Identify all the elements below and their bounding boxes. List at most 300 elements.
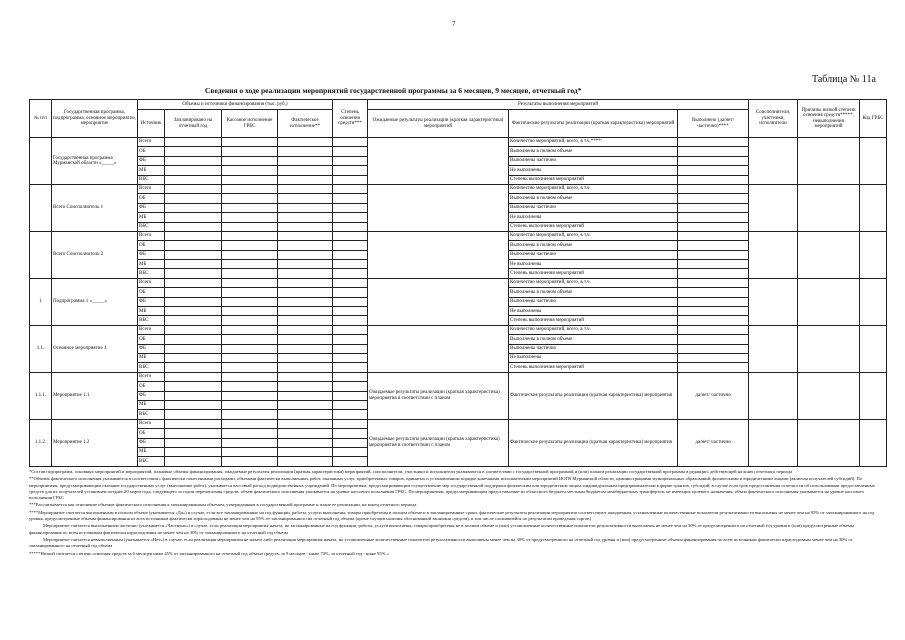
table-cell — [278, 203, 333, 212]
done-cell — [678, 335, 749, 344]
grbs-cell — [860, 419, 887, 466]
done-cell — [678, 353, 749, 362]
table-cell — [165, 429, 222, 438]
table-cell — [222, 410, 278, 419]
header-planned: Запланировано на отчетный год — [165, 110, 222, 138]
result-line: Выполнены частично — [509, 156, 678, 165]
table-cell — [165, 203, 222, 212]
table-row — [30, 372, 887, 381]
table-cell — [222, 363, 278, 372]
table-cell — [278, 184, 333, 193]
table-cell — [222, 260, 278, 269]
source-cell: ОБ — [138, 382, 165, 391]
result-line: Количество мероприятий, всего, в т.ч. — [509, 325, 678, 334]
source-cell: ФБ — [138, 156, 165, 165]
done-cell — [678, 288, 749, 297]
table-cell — [165, 325, 222, 334]
table-cell — [333, 203, 368, 212]
source-cell: ОБ — [138, 335, 165, 344]
source-cell: МБ — [138, 213, 165, 222]
table-cell — [222, 353, 278, 362]
reasons-cell — [798, 278, 860, 325]
table-cell — [165, 175, 222, 184]
table-cell — [222, 147, 278, 156]
source-cell: ФБ — [138, 438, 165, 447]
table-cell — [278, 363, 333, 372]
row-number: 1.1.1. — [30, 372, 52, 419]
table-cell — [222, 419, 278, 428]
table-cell — [333, 400, 368, 409]
table-cell — [333, 297, 368, 306]
done-cell — [678, 175, 749, 184]
table-cell — [333, 429, 368, 438]
result-line: Не выполнены — [509, 166, 678, 175]
header-cash: Кассовое исполнение ГРБС — [222, 110, 278, 138]
header-results: Результаты выполнения мероприятий — [368, 100, 749, 110]
table-cell — [165, 391, 222, 400]
table-cell — [165, 288, 222, 297]
table-cell — [165, 410, 222, 419]
table-cell — [333, 335, 368, 344]
done-cell — [678, 344, 749, 353]
table-cell — [165, 138, 222, 147]
table-cell — [333, 419, 368, 428]
program-name: Государственная программа Мурманской области «_____» — [52, 138, 138, 185]
table-cell — [222, 203, 278, 212]
header-coexec: Соисполнители, участники, исполнители — [749, 100, 798, 138]
table-cell — [333, 457, 368, 466]
table-cell — [278, 260, 333, 269]
table-cell — [222, 175, 278, 184]
table-cell — [165, 278, 222, 287]
table-cell — [278, 400, 333, 409]
table-cell — [222, 457, 278, 466]
table-cell — [278, 222, 333, 231]
done-cell — [678, 222, 749, 231]
table-cell — [165, 250, 222, 259]
table-cell — [278, 457, 333, 466]
table-cell — [222, 222, 278, 231]
source-cell: Всего — [138, 419, 165, 428]
table-cell — [278, 138, 333, 147]
table-cell — [333, 344, 368, 353]
source-cell: ОБ — [138, 288, 165, 297]
table-row — [30, 231, 887, 240]
table-cell — [165, 241, 222, 250]
reasons-cell — [798, 419, 860, 466]
header-program: Государственная программа, подпрограмма, основное мероприятие, мероприятие — [52, 100, 138, 138]
table-cell — [278, 194, 333, 203]
grbs-cell — [860, 278, 887, 325]
table-cell — [333, 316, 368, 325]
table-cell — [165, 400, 222, 409]
table-cell — [278, 429, 333, 438]
table-cell — [222, 400, 278, 409]
table-cell — [165, 419, 222, 428]
program-name: Основное мероприятие 1 — [52, 325, 138, 372]
table-cell — [333, 166, 368, 175]
table-row — [30, 278, 887, 287]
source-cell: Всего — [138, 231, 165, 240]
source-cell: ОБ — [138, 429, 165, 438]
done-cell — [678, 325, 749, 334]
source-cell: ФБ — [138, 344, 165, 353]
table-cell — [165, 213, 222, 222]
table-cell — [165, 269, 222, 278]
table-cell — [333, 260, 368, 269]
header-fact-results: Фактические результаты реализации (краткая характеристика) мероприятий — [509, 110, 678, 138]
done-cell — [678, 156, 749, 165]
result-line: Выполнены в полном объеме — [509, 241, 678, 250]
table-cell — [333, 184, 368, 193]
source-cell: ФБ — [138, 297, 165, 306]
table-cell — [222, 269, 278, 278]
coexec-cell — [749, 419, 798, 466]
table-cell — [165, 344, 222, 353]
reasons-cell — [798, 372, 860, 419]
result-line: Выполнены частично — [509, 203, 678, 212]
footnote: ****Мероприятие считается выполненным в полном объеме (указывается «Да») в случае, если все запланированные на год функции, работы, услуги выполнены, товары приобретены в полном объеме и в запланированные сроки, фактические результаты реализации мероприятия соответствуют ожидаемым, установленные количественные показатели результативности выполнены не менее чем на 95% от запланированного на год уровня, предусмотренные объемы финансирования из всех источников фактически израсходованы не менее чем на 95% от запланированного на отчетный год объема (кроме случаев наличия обоснованной экономии средств), в том числе сложившейся по результатам проведения торгов) — [29, 509, 875, 522]
source-cell: ФБ — [138, 250, 165, 259]
done-cell — [678, 203, 749, 212]
coexec-cell — [749, 231, 798, 278]
header-actual: Фактическое исполнение** — [278, 110, 333, 138]
result-line: Количество мероприятий, всего, в т.ч. — [509, 278, 678, 287]
done-cell — [678, 184, 749, 193]
result-line: Степень выполнения мероприятий — [509, 316, 678, 325]
expected-results — [368, 138, 509, 185]
table-cell — [333, 288, 368, 297]
table-cell — [165, 372, 222, 381]
row-number — [30, 138, 52, 185]
table-cell — [333, 138, 368, 147]
result-line: Не выполнены — [509, 307, 678, 316]
done-cell — [678, 250, 749, 259]
table-cell — [222, 325, 278, 334]
done-cell — [678, 269, 749, 278]
table-cell — [333, 241, 368, 250]
row-number: 1.1. — [30, 325, 52, 372]
table-cell — [222, 213, 278, 222]
done-cell — [678, 213, 749, 222]
source-cell: МБ — [138, 260, 165, 269]
done-cell — [678, 147, 749, 156]
table-cell — [333, 194, 368, 203]
table-cell — [278, 147, 333, 156]
table-cell — [333, 231, 368, 240]
table-cell — [278, 438, 333, 447]
source-cell: ФБ — [138, 203, 165, 212]
table-cell — [222, 344, 278, 353]
program-name: Мероприятие 1.1 — [52, 372, 138, 419]
done-cell — [678, 307, 749, 316]
table-cell — [333, 438, 368, 447]
result-line: Не выполнены — [509, 353, 678, 362]
header-source: Источник — [138, 110, 165, 138]
table-cell — [333, 147, 368, 156]
table-row — [30, 325, 887, 334]
table-cell — [278, 391, 333, 400]
table-cell — [278, 325, 333, 334]
grbs-cell — [860, 372, 887, 419]
fact-results: Фактические результаты реализации (краткая характеристика) мероприятия — [509, 372, 678, 419]
result-line: Степень выполнения мероприятий — [509, 175, 678, 184]
result-line: Степень выполнения мероприятий — [509, 363, 678, 372]
reasons-cell — [798, 231, 860, 278]
table-cell — [278, 297, 333, 306]
program-name: Мероприятие 1.2 — [52, 419, 138, 466]
result-line: Выполнены в полном объеме — [509, 194, 678, 203]
table-cell — [333, 353, 368, 362]
table-cell — [222, 316, 278, 325]
done-cell — [678, 278, 749, 287]
table-cell — [222, 166, 278, 175]
grbs-cell — [860, 325, 887, 372]
table-cell — [278, 447, 333, 456]
source-cell: МБ — [138, 307, 165, 316]
done-cell — [678, 231, 749, 240]
table-row — [30, 419, 887, 428]
result-line: Выполнены в полном объеме — [509, 147, 678, 156]
table-cell — [333, 175, 368, 184]
table-cell — [333, 382, 368, 391]
source-cell: ВБС — [138, 316, 165, 325]
result-line: Выполнены частично — [509, 297, 678, 306]
header-reasons: Причины низкой степени освоения средств*****, невыполнения мероприятий — [798, 100, 860, 138]
table-cell — [165, 156, 222, 165]
expected-results — [368, 231, 509, 278]
reasons-cell — [798, 325, 860, 372]
done-cell: да/нет/ частично — [678, 372, 749, 419]
table-cell — [278, 156, 333, 165]
table-row — [30, 184, 887, 193]
reasons-cell — [798, 184, 860, 231]
source-cell: ВБС — [138, 363, 165, 372]
table-cell — [222, 231, 278, 240]
done-cell — [678, 260, 749, 269]
source-cell: МБ — [138, 166, 165, 175]
source-cell: ВБС — [138, 269, 165, 278]
table-cell — [278, 250, 333, 259]
table-cell — [278, 353, 333, 362]
row-number: 1.1.2. — [30, 419, 52, 466]
coexec-cell — [749, 372, 798, 419]
table-cell — [222, 382, 278, 391]
table-cell — [278, 231, 333, 240]
source-cell: ВБС — [138, 222, 165, 231]
header-grbs: Код ГРБС — [860, 100, 887, 138]
expected-results — [368, 184, 509, 231]
table-cell — [165, 194, 222, 203]
table-cell — [165, 447, 222, 456]
table-cell — [333, 269, 368, 278]
table-cell — [278, 372, 333, 381]
footnote: *Состав подпрограмм, основных мероприятий и мероприятий, плановые объемы финансирования, ожидаемые результаты реализации (краткая характеристика) мероприятий, соисполнители, участники и исполнители указываются в соответствии с государственной программой и (или) планом реализации государственной программы в редакции, действующей на конец отчетного периода — [29, 469, 793, 474]
table-cell — [222, 447, 278, 456]
table-cell — [165, 222, 222, 231]
program-name: Подпрограмма 1 «_____» — [52, 278, 138, 325]
done-cell — [678, 194, 749, 203]
header-num: № п/п — [30, 100, 52, 138]
table-cell — [222, 297, 278, 306]
source-cell: Всего — [138, 278, 165, 287]
table-cell — [278, 344, 333, 353]
result-line: Выполнены в полном объеме — [509, 335, 678, 344]
table-cell — [278, 175, 333, 184]
footnote: Мероприятие считается выполненным частично (указывается «Частично») в случае, если реализация мероприятия начата, но запланированные на год функции, работы, услуги выполнены, товары приобретены не в полном объеме и (или) установленные количественные показатели результативности выполнены не менее чем на 30% от предусмотренного на отчетный год уровня и (или) предусмотренные объемы финансирования по всем источникам фактически израсходованы не менее чем на 30% от запланированного на отчетный год объема — [29, 523, 855, 535]
grbs-cell — [860, 138, 887, 185]
table-cell — [222, 372, 278, 381]
table-cell — [278, 213, 333, 222]
row-number — [30, 184, 52, 231]
source-cell: Всего — [138, 184, 165, 193]
table-cell — [278, 410, 333, 419]
coexec-cell — [749, 138, 798, 185]
row-number — [30, 231, 52, 278]
grbs-cell — [860, 231, 887, 278]
done-cell — [678, 166, 749, 175]
page-title: Сведения о ходе реализации мероприятий государственной программы за 6 месяцев, 9 месяцев, отчетный год* — [205, 86, 582, 95]
result-line: Не выполнены — [509, 260, 678, 269]
header-done: Выполнено (да/нет/частично)**** — [678, 110, 749, 138]
done-cell: да/нет/ частично — [678, 419, 749, 466]
table-cell — [278, 288, 333, 297]
source-cell: ФБ — [138, 391, 165, 400]
done-cell — [678, 138, 749, 147]
table-cell — [333, 307, 368, 316]
table-cell — [278, 241, 333, 250]
table-cell — [165, 382, 222, 391]
report-table — [29, 99, 887, 467]
result-line: Не выполнены — [509, 213, 678, 222]
table-number: Таблица № 11а — [812, 74, 876, 85]
table-cell — [222, 335, 278, 344]
table-cell — [222, 250, 278, 259]
table-cell — [278, 307, 333, 316]
source-cell: МБ — [138, 353, 165, 362]
table-cell — [222, 138, 278, 147]
program-name: Всего Соисполнитель 1 — [52, 184, 138, 231]
result-line: Выполнены частично — [509, 250, 678, 259]
done-cell — [678, 316, 749, 325]
table-cell — [333, 363, 368, 372]
table-cell — [333, 372, 368, 381]
header-degree: Степень освоения средств*** — [333, 100, 368, 138]
table-cell — [333, 278, 368, 287]
expected-results — [368, 325, 509, 372]
table-cell — [333, 410, 368, 419]
page-number: 7 — [452, 20, 456, 28]
table-cell — [222, 438, 278, 447]
table-cell — [165, 335, 222, 344]
table-cell — [165, 184, 222, 193]
table-cell — [333, 391, 368, 400]
table-cell — [333, 156, 368, 165]
program-name: Всего Соисполнитель 2 — [52, 231, 138, 278]
coexec-cell — [749, 278, 798, 325]
table-cell — [333, 325, 368, 334]
result-line: Выполнены в полном объеме — [509, 288, 678, 297]
footnote: Мероприятие считается невыполненным (указывается «Нет») в случае, если реализация мероприятия не начата либо реализация мероприятия начата, но установленные количественные показатели результативности выполнены менее чем на 30% от предусмотренного на отчетный год уровня и (или) предусмотренные объемы финансирования по всем источникам фактически израсходованы менее чем на 30% от запланированного на отчетный год объема — [29, 536, 853, 549]
table-cell — [165, 260, 222, 269]
source-cell: ОБ — [138, 147, 165, 156]
grbs-cell — [860, 184, 887, 231]
source-cell: МБ — [138, 447, 165, 456]
table-cell — [222, 184, 278, 193]
source-cell: ОБ — [138, 194, 165, 203]
fact-results: Фактические результаты реализации (краткая характеристика) мероприятия — [509, 419, 678, 466]
table-cell — [222, 429, 278, 438]
source-cell: Всего — [138, 138, 165, 147]
table-cell — [278, 335, 333, 344]
source-cell: ОБ — [138, 241, 165, 250]
done-cell — [678, 241, 749, 250]
table-cell — [333, 250, 368, 259]
reasons-cell — [798, 138, 860, 185]
table-cell — [165, 297, 222, 306]
result-line: Количество мероприятий, всего, в т.ч.****: — [509, 138, 678, 147]
table-cell — [222, 278, 278, 287]
table-body — [30, 138, 887, 467]
table-cell — [165, 316, 222, 325]
result-line: Количество мероприятий, всего, в т.ч. — [509, 184, 678, 193]
table-cell — [222, 156, 278, 165]
table-cell — [165, 457, 222, 466]
table-cell — [222, 288, 278, 297]
table-cell — [333, 222, 368, 231]
footnote: *****Низкой считается степень освоения средств за 6 месяцев ниже 45% от запланированного на отчетный год объема средств, за 9 месяцев - ниже 70%, за отчетный год - ниже 95% » — [29, 550, 389, 556]
table-cell — [165, 363, 222, 372]
table-cell — [165, 353, 222, 362]
table-cell — [222, 194, 278, 203]
source-cell: МБ — [138, 400, 165, 409]
table-cell — [165, 231, 222, 240]
table-cell — [165, 307, 222, 316]
table-cell — [333, 447, 368, 456]
table-cell — [222, 307, 278, 316]
source-cell: Всего — [138, 372, 165, 381]
result-line: Степень выполнения мероприятий — [509, 269, 678, 278]
table-cell — [278, 278, 333, 287]
expected-results: Ожидаемые результаты реализации (краткая характеристика) мероприятия в соответствии с планом — [368, 372, 509, 419]
table-cell — [278, 382, 333, 391]
source-cell: ВБС — [138, 175, 165, 184]
table-cell — [165, 166, 222, 175]
table-cell — [278, 166, 333, 175]
expected-results: Ожидаемые результаты реализации (краткая характеристика) мероприятия в соответствии с планом — [368, 419, 509, 466]
row-number: 1 — [30, 278, 52, 325]
table-cell — [222, 391, 278, 400]
source-cell: ВБС — [138, 410, 165, 419]
table-row — [30, 138, 887, 147]
header-expected: Ожидаемые результаты реализации (краткая характеристика) мероприятий — [368, 110, 509, 138]
done-cell — [678, 297, 749, 306]
table-cell — [222, 241, 278, 250]
footnote: ***Рассчитывается как отношение объемов фактического исполнения к запланированным объемам, утвержденным в государственной программе и плане ее реализации, на конец отчетного периода — [29, 502, 417, 508]
table-cell — [278, 269, 333, 278]
table-cell — [165, 147, 222, 156]
source-cell: Всего — [138, 325, 165, 334]
footnotes — [29, 469, 886, 558]
coexec-cell — [749, 184, 798, 231]
expected-results — [368, 278, 509, 325]
source-cell: ВБС — [138, 457, 165, 466]
table-cell — [333, 213, 368, 222]
table-cell — [278, 316, 333, 325]
result-line: Выполнены частично — [509, 344, 678, 353]
done-cell — [678, 363, 749, 372]
footnote: **Объемы фактического исполнения указываются в соответствии с фактически понесенными расходами, объемами фактически выполненных работ, оказанных услуг, приобретенных товаров, принятых и установленном порядке конечными исполнителями мероприятий ИОГВ Мурманской области, администрациями муниципальных образований, физическими и юридическими лицами (включая получателей субсидий). По мероприятиям, предусматривающим оказание государственных услуг (выполнение работ), указывается кассовый расход подведомственных учреждений. По мероприятиям, предусматривающим осуществление мер государственной поддержки физическим или юридическим лицам, индивидуальным предпринимателям в форме грантов, субсидий, в случае если срок предоставления отчетности об использовании предоставленных средств для их получателей установлен позднее 20 марта года, следующего за годом перечисления средств, объем фактического исполнения указывается на уровне кассового исполнения ГРБС. По мероприятиям, предусматривающим предоставление из областного бюджета местным бюджетам межбюджетных трансфертов, не имеющих целевого назначения, объем фактического исполнения указывается на уровне кассового исполнения ГРБС — [29, 476, 875, 501]
